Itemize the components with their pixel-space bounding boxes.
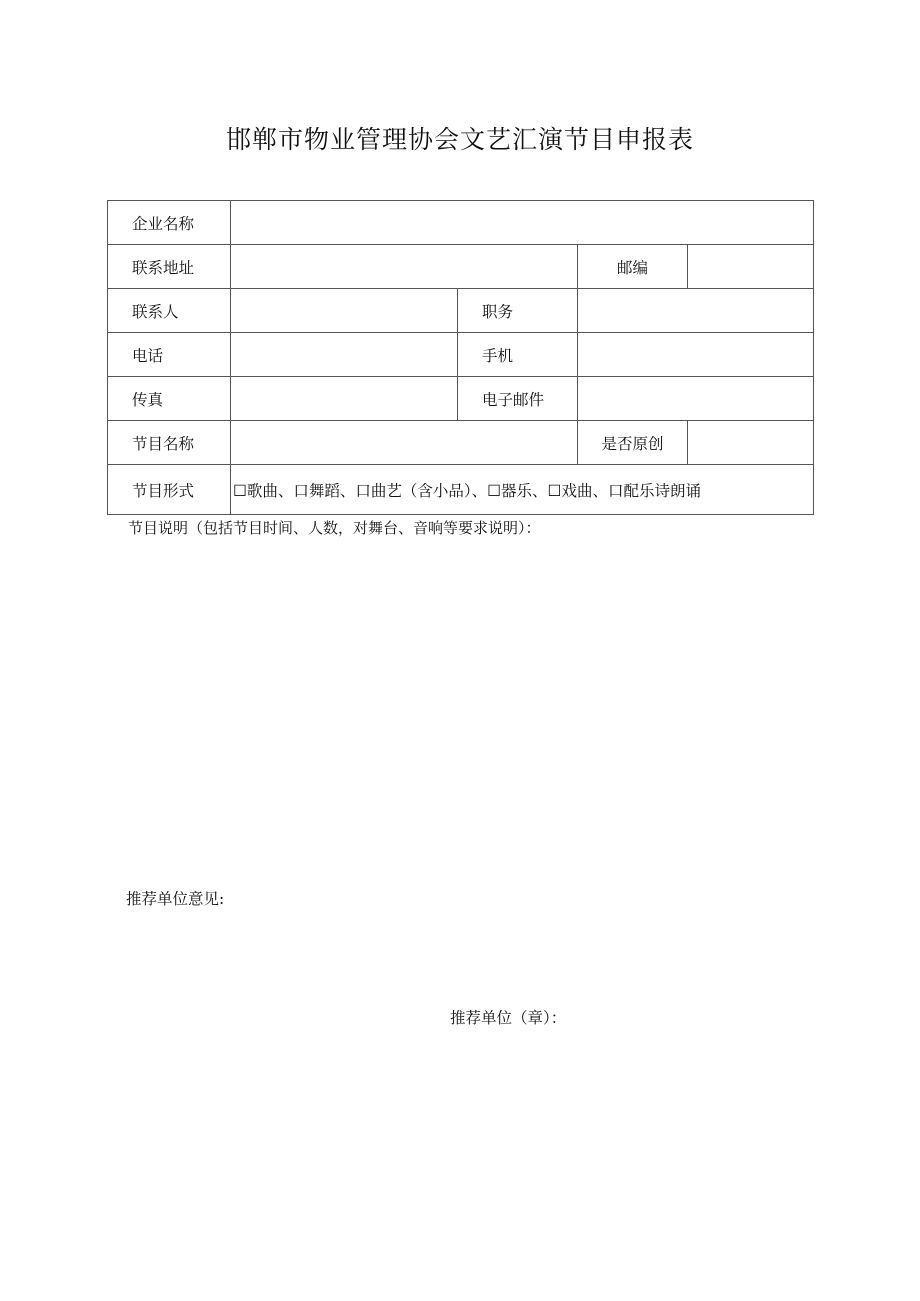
row-address — [108, 245, 814, 289]
page-title: 邯郸市物业管理协会文艺汇演节目申报表 — [225, 125, 694, 154]
email-label: 电子邮件 — [458, 377, 578, 421]
postcode-label: 邮编 — [578, 245, 688, 289]
position-label: 职务 — [458, 289, 578, 333]
postcode-field[interactable] — [688, 245, 814, 289]
address-field[interactable] — [231, 245, 578, 289]
email-field[interactable] — [578, 377, 814, 421]
address-label: 联系地址 — [108, 245, 231, 289]
recommend-opinion-label: 推荐单位意见: — [126, 890, 225, 908]
program-type-options[interactable]: ☐歌曲、口舞蹈、口曲艺（含小品）、☐器乐、☐戏曲、口配乐诗朗诵 — [231, 465, 814, 515]
program-name-field[interactable] — [231, 421, 578, 465]
contact-field[interactable] — [231, 289, 458, 333]
row-contact — [108, 289, 814, 333]
phone-field[interactable] — [231, 333, 458, 377]
original-label: 是否原创 — [578, 421, 688, 465]
program-name-label: 节目名称 — [108, 421, 231, 465]
fax-field[interactable] — [231, 377, 458, 421]
company-name-label: 企业名称 — [108, 201, 231, 245]
recommend-stamp-label: 推荐单位（章）： — [450, 1009, 567, 1027]
row-program-type — [108, 465, 814, 515]
application-form-table — [107, 200, 814, 515]
contact-label: 联系人 — [108, 289, 231, 333]
row-company-name — [108, 201, 814, 245]
company-name-field[interactable] — [231, 201, 814, 245]
program-note-label: 节目说明（包括节目时间、人数，对舞台、音响等要求说明）： — [128, 519, 541, 537]
row-fax — [108, 377, 814, 421]
row-program-name — [108, 421, 814, 465]
original-field[interactable] — [688, 421, 814, 465]
program-type-label: 节目形式 — [108, 465, 231, 515]
phone-label: 电话 — [108, 333, 231, 377]
position-field[interactable] — [578, 289, 814, 333]
fax-label: 传真 — [108, 377, 231, 421]
mobile-field[interactable] — [578, 333, 814, 377]
mobile-label: 手机 — [458, 333, 578, 377]
row-phone — [108, 333, 814, 377]
